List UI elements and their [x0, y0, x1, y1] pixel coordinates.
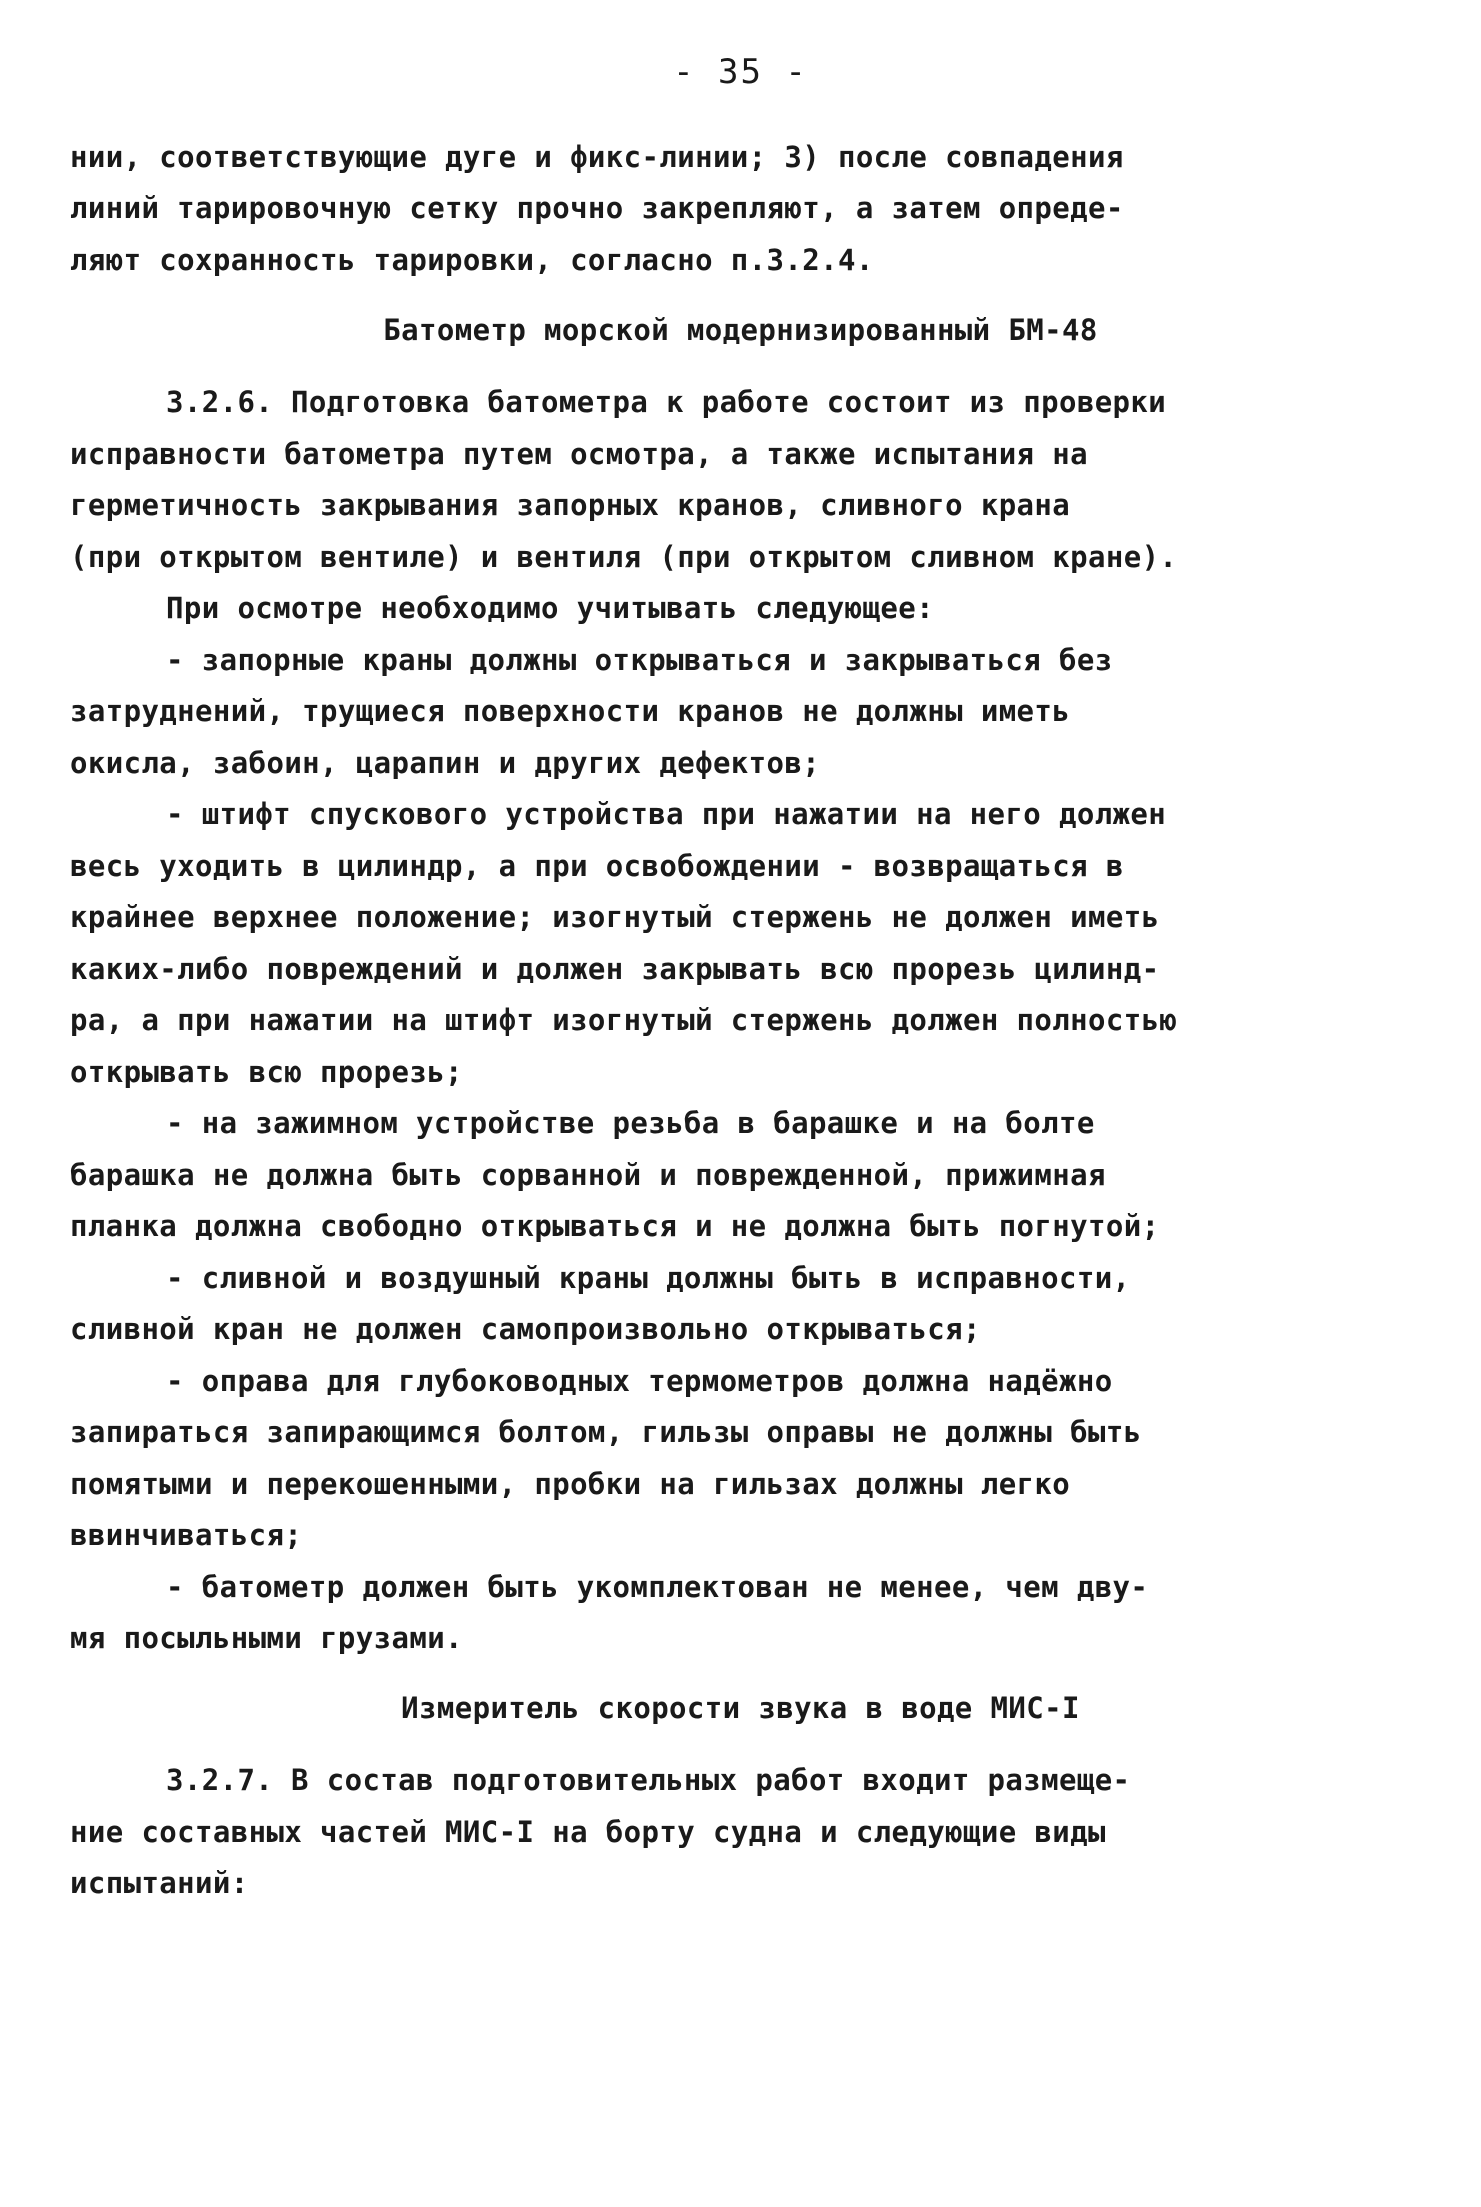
text-line: планка должна свободно открываться и не должна быть погнутой;: [70, 1209, 1160, 1243]
text-line: нии, соответствующие дуге и фикс-линии; 3) после совпадения: [70, 140, 1124, 174]
text-line: открывать всю прорезь;: [70, 1055, 463, 1089]
text-line: помятыми и перекошенными, пробки на гильзах должны легко: [70, 1467, 1071, 1501]
text-line: 3.2.7. В состав подготовительных работ входит размеще-: [166, 1763, 1131, 1797]
page-number: - 35 -: [673, 52, 808, 92]
text-line: барашка не должна быть сорванной и поврежденной, прижимная: [70, 1158, 1106, 1192]
text-line: затруднений, трущиеся поверхности кранов не должны иметь: [70, 694, 1071, 728]
section-heading: Измеритель скорости звука в воде МИС-I: [401, 1691, 1080, 1725]
text-line: герметичность закрывания запорных кранов, сливного крана: [70, 488, 1071, 522]
text-line: испытаний:: [70, 1866, 249, 1900]
text-line: - запорные краны должны открываться и закрываться без: [166, 643, 1113, 677]
section-heading: Батометр морской модернизированный БМ-48: [383, 313, 1098, 347]
text-line: окисла, забоин, царапин и других дефектов;: [70, 746, 821, 780]
text-line: ввинчиваться;: [70, 1518, 303, 1552]
text-line: сливной кран не должен самопроизвольно открываться;: [70, 1312, 981, 1346]
text-line: мя посыльными грузами.: [70, 1621, 463, 1655]
text-line: 3.2.6. Подготовка батометра к работе состоит из проверки: [166, 385, 1167, 419]
text-line: линий тарировочную сетку прочно закрепляют, а затем опреде-: [70, 191, 1124, 225]
text-line: запираться запирающимся болтом, гильзы оправы не должны быть: [70, 1415, 1142, 1449]
text-line: ляют сохранность тарировки, согласно п.3.2.4.: [70, 243, 874, 277]
text-line: ра, а при нажатии на штифт изогнутый стержень должен полностью: [70, 1003, 1178, 1037]
text-line: - сливной и воздушный краны должны быть в исправности,: [166, 1261, 1131, 1295]
text-line: (при открытом вентиле) и вентиля (при открытом сливном кране).: [70, 540, 1178, 574]
text-line: При осмотре необходимо учитывать следующее:: [166, 591, 934, 625]
text-line: - оправа для глубоководных термометров должна надёжно: [166, 1364, 1113, 1398]
text-line: - на зажимном устройстве резьба в барашке и на болте: [166, 1106, 1095, 1140]
text-line: исправности батометра путем осмотра, а также испытания на: [70, 437, 1088, 471]
text-line: - штифт спускового устройства при нажатии на него должен: [166, 797, 1167, 831]
text-line: - батометр должен быть укомплектован не менее, чем дву-: [166, 1570, 1149, 1604]
text-line: весь уходить в цилиндр, а при освобождении - возвращаться в: [70, 849, 1124, 883]
text-line: крайнее верхнее положение; изогнутый стержень не должен иметь: [70, 900, 1160, 934]
text-line: каких-либо повреждений и должен закрывать всю прорезь цилинд-: [70, 952, 1160, 986]
text-line: ние составных частей МИС-I на борту судна и следующие виды: [70, 1815, 1106, 1849]
